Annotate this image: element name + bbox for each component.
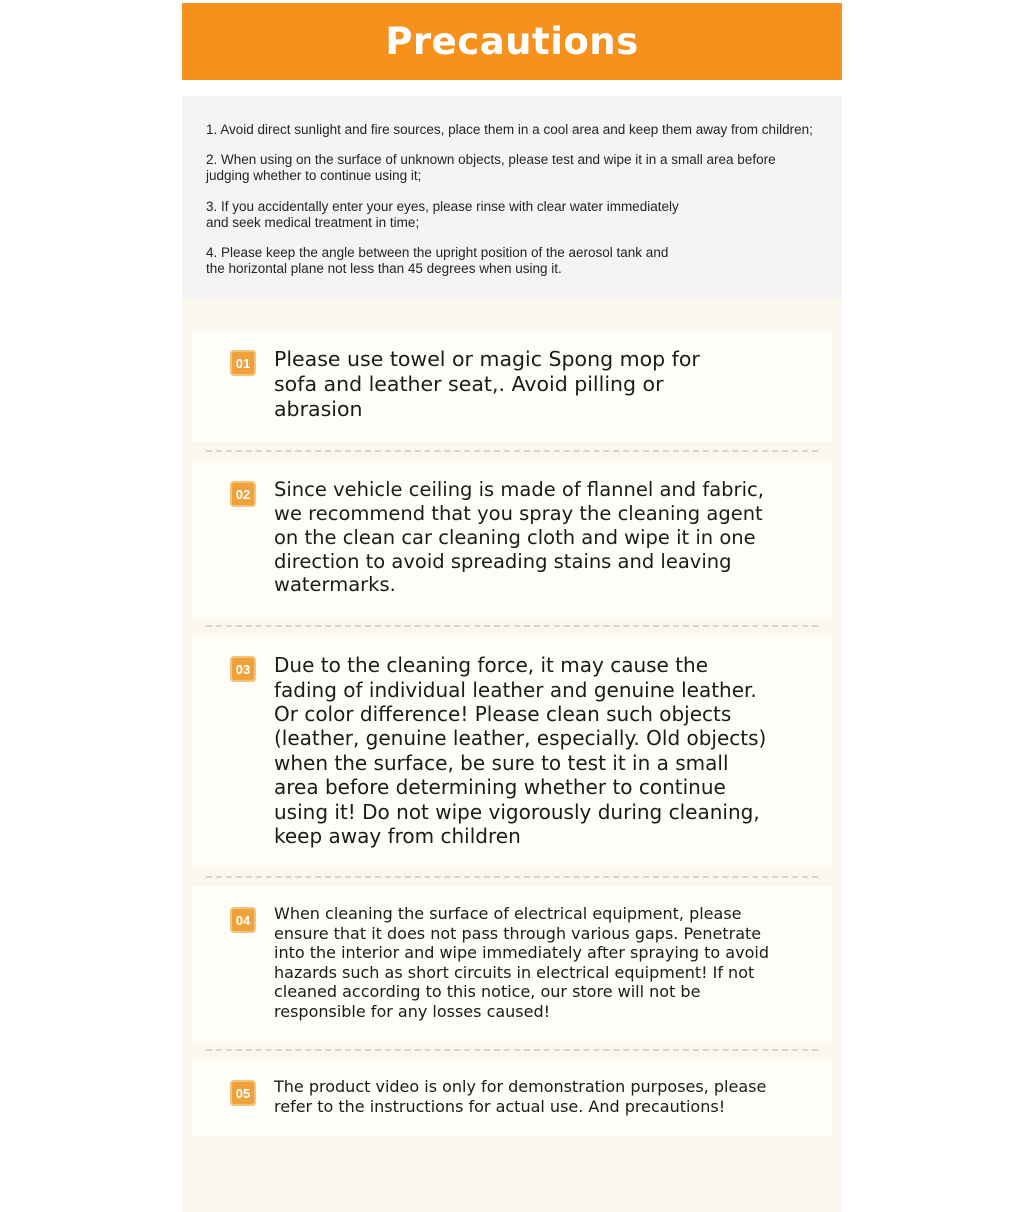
list-item	[192, 886, 832, 1041]
warning-item-4: 4. Please keep the angle between the upright position of the aerosol tank and the horizontal plane not less than 45 degrees when using it.	[206, 244, 669, 277]
list-item	[192, 1059, 832, 1136]
step-number-badge: 05	[230, 1080, 256, 1106]
list-item	[192, 329, 832, 442]
warning-item-1: 1. Avoid direct sunlight and fire sources, place them in a cool area and keep them away from children;	[206, 122, 813, 137]
step-text: Since vehicle ceiling is made of flannel and fabric, we recommend that you spray the cleaning agent on the clean car cleaning cloth and wipe it in one direction to avoid spreading stains and leaving watermarks.	[274, 478, 764, 597]
numbered-precautions-list	[182, 299, 842, 1212]
step-text: Please use towel or magic Spong mop for sofa and leather seat,. Avoid pilling or abrasion	[274, 347, 700, 422]
dashed-divider	[206, 625, 818, 627]
step-text: Due to the cleaning force, it may cause the fading of individual leather and genuine leather. Or color difference! Please clean such objects (leather, genuine leather, especially. Old objects) when the surface, be sure to test it in a small area before determining whether to continue using it! Do not wipe vigorously during cleaning, keep away from children	[274, 653, 767, 848]
step-text: The product video is only for demonstration purposes, please refer to the instructions for actual use. And precautions!	[274, 1077, 767, 1116]
step-number-badge: 03	[230, 656, 256, 682]
dashed-divider	[206, 450, 818, 452]
dashed-divider	[206, 876, 818, 878]
step-number-badge: 04	[230, 907, 256, 933]
list-item	[192, 635, 832, 868]
precautions-header-banner	[182, 3, 842, 80]
warning-item-2: 2. When using on the surface of unknown objects, please test and wipe it in a small area before judging whether to continue using it;	[206, 152, 776, 184]
step-number-badge: 02	[230, 481, 256, 507]
general-warnings-box	[182, 96, 842, 299]
list-item	[192, 460, 832, 617]
page-title: Precautions	[385, 20, 639, 63]
warning-item-3: 3. If you accidentally enter your eyes, please rinse with clear water immediately and seek medical treatment in time;	[206, 198, 679, 230]
content-column	[182, 0, 842, 1212]
dashed-divider	[206, 1049, 818, 1051]
step-text: When cleaning the surface of electrical equipment, please ensure that it does not pass through various gaps. Penetrate into the interior and wipe immediately after spraying to avoid hazards such as short circuits in electrical equipment! If not cleaned according to this notice, our store will not be responsible for any losses caused!	[274, 904, 769, 1021]
step-number-badge: 01	[230, 350, 256, 376]
